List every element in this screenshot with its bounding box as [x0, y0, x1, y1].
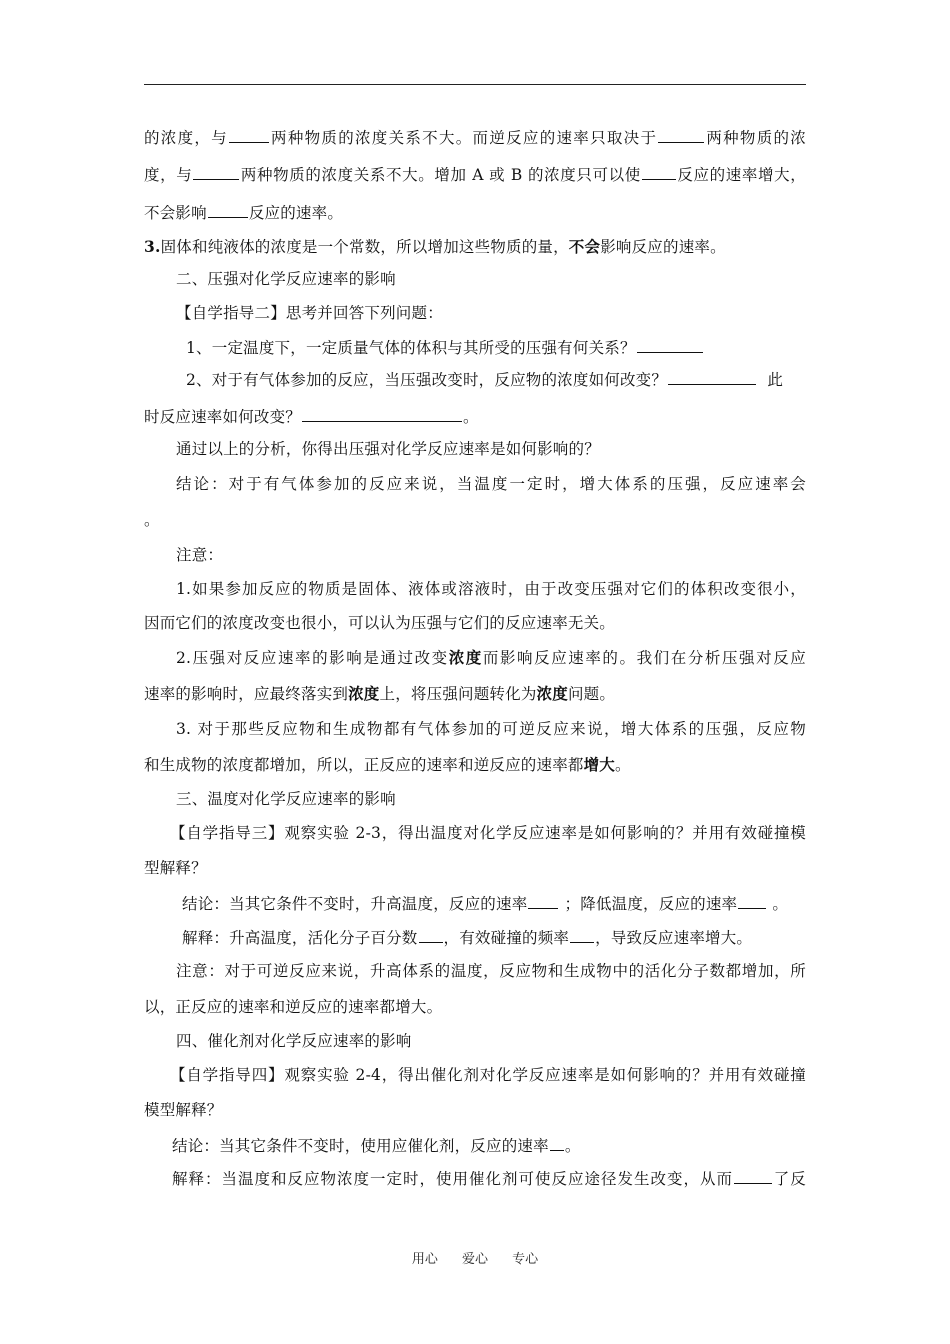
note-1: 1.如果参加反应的物质是固体、液体或溶液时，由于改变压强对它们的体积改变很小， — [176, 580, 806, 598]
text-line: 的浓度，与 两种物质的浓度关系不大。而逆反应的速率只取决于 两种物质的浓 — [144, 129, 806, 147]
guide-heading: 【自学指导三】观察实验 2-3，得出温度对化学反应速率是如何影响的？并用有效碰撞模 — [170, 824, 806, 842]
note-label: 注意： — [176, 546, 224, 564]
temp-note-cont: 以，正反应的速率和逆反应的速率都增大。 — [144, 998, 443, 1016]
text-line: 3.固体和纯液体的浓度是一个常数，所以增加这些物质的量，不会影响反应的速率。 — [144, 237, 726, 256]
fill-blank[interactable] — [193, 164, 239, 180]
note-2: 2.压强对反应速率的影响是通过改变浓度而影响反应速率的。我们在分析压强对反应 — [176, 648, 806, 667]
header-rule — [144, 84, 806, 85]
fill-blank[interactable] — [419, 927, 443, 943]
fill-blank[interactable] — [528, 893, 558, 909]
catalyst-conclusion: 结论：当其它条件不变时，使用应催化剂，反应的速率 。 — [172, 1137, 581, 1155]
catalyst-explanation: 解释：当温度和反应物浓度一定时，使用催化剂可使反应途径发生改变，从而 了反 — [172, 1170, 806, 1188]
text-line: 通过以上的分析，你得出压强对化学反应速率是如何影响的？ — [176, 440, 600, 458]
fill-blank[interactable] — [302, 406, 462, 422]
note-3-cont: 和生成物的浓度都增加，所以，正反应的速率和逆反应的速率都增大。 — [144, 755, 631, 774]
text-line: 度，与 两种物质的浓度关系不大。增加 A 或 B 的浓度只可以使 反应的速率增大， — [144, 166, 806, 184]
note-2-cont: 速率的影响时，应最终落实到浓度上，将压强问题转化为浓度问题。 — [144, 684, 616, 703]
fill-blank[interactable] — [738, 893, 766, 909]
fill-blank[interactable] — [658, 127, 704, 143]
question-1: 1、一定温度下，一定质量气体的体积与其所受的压强有何关系？ — [186, 337, 704, 358]
fill-blank[interactable] — [637, 337, 703, 353]
fill-blank[interactable] — [229, 127, 269, 143]
question-2: 2、对于有气体参加的反应，当压强改变时，反应物的浓度如何改变？ 此 — [186, 371, 784, 389]
text-line: 不会影响 反应的速率。 — [144, 204, 344, 222]
fill-blank[interactable] — [550, 1135, 564, 1151]
conclusion-end: 。 — [144, 511, 160, 529]
temp-note: 注意：对于可逆反应来说，升高体系的温度，反应物和生成物中的活化分子数都增加，所 — [176, 962, 806, 980]
guide-cont: 模型解释？ — [144, 1101, 223, 1119]
conclusion: 结论：对于有气体参加的反应来说，当温度一定时，增大体系的压强，反应速率会 — [176, 475, 806, 493]
fill-blank[interactable] — [570, 927, 594, 943]
temp-explanation: 解释：升高温度，活化分子百分数 ，有效碰撞的频率 ，导致反应速率增大。 — [182, 929, 753, 947]
fill-blank[interactable] — [208, 202, 248, 218]
guide-heading: 【自学指导四】观察实验 2-4，得出催化剂对化学反应速率是如何影响的？并用有效碰撞 — [170, 1066, 806, 1084]
fill-blank[interactable] — [642, 164, 676, 180]
section-heading: 二、压强对化学反应速率的影响 — [176, 270, 396, 288]
temp-conclusion: 结论：当其它条件不变时，升高温度，反应的速率 ；降低温度，反应的速率 。 — [182, 895, 789, 913]
section-heading: 三、温度对化学反应速率的影响 — [176, 790, 396, 808]
note-1-cont: 因而它们的浓度改变也很小，可以认为压强与它们的反应速率无关。 — [144, 614, 616, 632]
question-2-cont: 时反应速率如何改变？ 。 — [144, 408, 479, 426]
guide-cont: 型解释？ — [144, 859, 207, 877]
section-heading: 四、催化剂对化学反应速率的影响 — [176, 1032, 412, 1050]
guide-heading: 【自学指导二】思考并回答下列问题： — [176, 304, 443, 322]
page-footer: 用心 爱心 专心 — [411, 1252, 539, 1267]
note-3: 3. 对于那些反应物和生成物都有气体参加的可逆反应来说，增大体系的压强，反应物 — [176, 720, 806, 738]
fill-blank[interactable] — [734, 1168, 772, 1184]
fill-blank[interactable] — [668, 369, 756, 385]
